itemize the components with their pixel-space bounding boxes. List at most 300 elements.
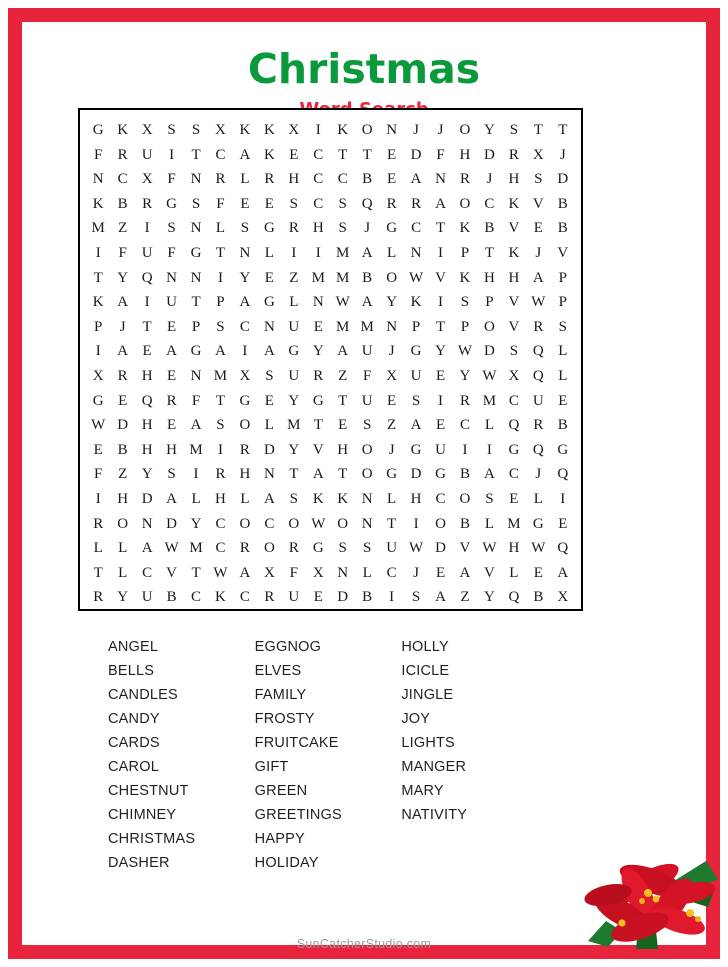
grid-cell[interactable]: Y xyxy=(190,515,202,532)
word-list-item[interactable]: ELVES xyxy=(254,663,302,679)
grid-cell[interactable]: K xyxy=(239,122,251,138)
grid-cell[interactable]: I xyxy=(169,146,175,163)
grid-cell[interactable]: X xyxy=(288,122,300,138)
grid-cell[interactable]: R xyxy=(264,171,275,188)
grid-cell[interactable]: U xyxy=(288,367,300,384)
grid-cell[interactable]: N xyxy=(190,171,202,188)
grid-cell[interactable]: G xyxy=(508,441,520,458)
grid-cell[interactable]: S xyxy=(485,490,494,507)
grid-cell[interactable]: K xyxy=(508,244,520,261)
word-list-item[interactable]: GREEN xyxy=(254,783,308,799)
grid-cell[interactable]: C xyxy=(215,146,226,163)
grid-cell[interactable]: T xyxy=(338,146,348,163)
grid-cell[interactable]: V xyxy=(508,318,520,335)
grid-cell[interactable]: G xyxy=(557,441,569,458)
grid-cell[interactable]: N xyxy=(361,515,373,532)
grid-cell[interactable]: S xyxy=(167,122,176,138)
grid-cell[interactable]: I xyxy=(315,244,321,261)
grid-cell[interactable]: W xyxy=(482,540,497,557)
grid-cell[interactable]: N xyxy=(361,490,373,507)
grid-cell[interactable]: A xyxy=(361,244,373,261)
grid-cell[interactable]: T xyxy=(484,244,494,261)
grid-cell[interactable]: I xyxy=(291,244,297,261)
grid-cell[interactable]: Y xyxy=(483,589,495,606)
grid-cell[interactable]: K xyxy=(410,294,422,311)
grid-cell[interactable]: H xyxy=(141,367,153,384)
grid-cell[interactable]: O xyxy=(337,515,349,532)
grid-cell[interactable]: O xyxy=(459,490,471,507)
grid-cell[interactable]: G xyxy=(410,441,422,458)
grid-cell[interactable]: C xyxy=(313,195,324,212)
grid-cell[interactable]: A xyxy=(141,540,153,557)
grid-cell[interactable]: U xyxy=(141,244,153,261)
grid-cell[interactable]: A xyxy=(239,146,251,163)
grid-cell[interactable]: T xyxy=(533,122,543,138)
grid-cell[interactable]: A xyxy=(239,294,251,311)
grid-cell[interactable]: G xyxy=(239,392,251,409)
grid-cell[interactable]: Y xyxy=(483,122,495,138)
grid-cell[interactable]: T xyxy=(215,244,226,261)
grid-cell[interactable]: C xyxy=(386,564,397,581)
grid-cell[interactable]: X xyxy=(557,589,569,606)
grid-cell[interactable]: A xyxy=(410,171,422,188)
grid-cell[interactable]: S xyxy=(411,392,421,409)
grid-cell[interactable]: F xyxy=(94,146,103,163)
grid-cell[interactable]: V xyxy=(483,564,495,581)
grid-cell[interactable]: S xyxy=(216,318,225,335)
grid-cell[interactable]: T xyxy=(191,564,201,581)
grid-cell[interactable]: V xyxy=(508,294,520,311)
grid-cell[interactable]: W xyxy=(482,367,497,384)
grid-cell[interactable]: H xyxy=(410,490,422,507)
grid-cell[interactable]: J xyxy=(413,564,419,581)
grid-cell[interactable]: Q xyxy=(532,441,544,458)
grid-cell[interactable]: Y xyxy=(288,441,300,458)
grid-cell[interactable]: C xyxy=(215,540,226,557)
grid-cell[interactable]: K xyxy=(459,269,471,286)
grid-cell[interactable]: G xyxy=(263,220,275,237)
grid-cell[interactable]: R xyxy=(459,171,470,188)
grid-cell[interactable]: Z xyxy=(387,417,397,434)
grid-cell[interactable]: B xyxy=(117,441,128,458)
grid-cell[interactable]: M xyxy=(360,318,374,335)
grid-cell[interactable]: S xyxy=(167,466,176,483)
word-list-item[interactable]: CARDS xyxy=(108,735,160,751)
grid-cell[interactable]: A xyxy=(532,269,544,286)
grid-cell[interactable]: A xyxy=(263,490,275,507)
word-list-item[interactable]: LIGHTS xyxy=(401,735,455,751)
grid-cell[interactable]: B xyxy=(362,171,373,188)
word-list-item[interactable]: ICICLE xyxy=(401,663,450,679)
grid-cell[interactable]: Q xyxy=(557,540,569,557)
grid-cell[interactable]: P xyxy=(460,244,470,261)
grid-cell[interactable]: B xyxy=(557,220,568,237)
grid-cell[interactable]: O xyxy=(459,195,471,212)
grid-cell[interactable]: T xyxy=(142,318,152,335)
grid-cell[interactable]: L xyxy=(289,294,299,311)
grid-cell[interactable]: N xyxy=(190,269,202,286)
grid-cell[interactable]: Z xyxy=(338,367,348,384)
grid-cell[interactable]: M xyxy=(189,441,203,458)
word-list-item[interactable]: BELLS xyxy=(108,663,155,679)
grid-cell[interactable]: E xyxy=(435,417,446,434)
grid-cell[interactable]: B xyxy=(533,589,544,606)
grid-cell[interactable]: I xyxy=(438,294,444,311)
grid-cell[interactable]: N xyxy=(190,367,202,384)
grid-cell[interactable]: S xyxy=(338,220,347,237)
grid-cell[interactable]: O xyxy=(117,515,129,532)
grid-cell[interactable]: U xyxy=(386,540,398,557)
grid-cell[interactable]: N xyxy=(92,171,104,188)
grid-cell[interactable]: O xyxy=(386,269,398,286)
grid-cell[interactable]: Q xyxy=(508,417,520,434)
grid-cell[interactable]: E xyxy=(387,146,397,163)
grid-cell[interactable]: I xyxy=(95,343,101,360)
grid-cell[interactable]: M xyxy=(482,392,497,409)
grid-cell[interactable]: R xyxy=(142,195,153,212)
word-list-item[interactable]: CANDLES xyxy=(108,687,178,703)
grid-cell[interactable]: X xyxy=(141,171,153,188)
grid-cell[interactable]: X xyxy=(141,122,153,138)
word-list-item[interactable]: GIFT xyxy=(254,759,289,775)
word-list-item[interactable]: CHESTNUT xyxy=(108,783,189,799)
grid-cell[interactable]: U xyxy=(288,318,300,335)
grid-cell[interactable]: E xyxy=(264,195,274,212)
grid-cell[interactable]: Q xyxy=(141,269,153,286)
grid-cell[interactable]: S xyxy=(191,195,201,212)
grid-cell[interactable]: S xyxy=(362,540,372,557)
grid-cell[interactable]: T xyxy=(362,146,372,163)
word-list-item[interactable]: DASHER xyxy=(108,855,170,871)
grid-cell[interactable]: A xyxy=(435,589,446,606)
grid-cell[interactable]: R xyxy=(459,392,470,409)
word-list-item[interactable]: FRUITCAKE xyxy=(254,735,339,751)
word-list-item[interactable]: CHRISTMAS xyxy=(108,831,196,847)
grid-cell[interactable]: R xyxy=(313,367,324,384)
grid-cell[interactable]: L xyxy=(509,564,519,581)
grid-cell[interactable]: Z xyxy=(118,466,128,483)
grid-cell[interactable]: R xyxy=(93,515,104,532)
grid-cell[interactable]: C xyxy=(313,171,324,188)
grid-cell[interactable]: T xyxy=(435,220,446,237)
grid-cell[interactable]: K xyxy=(508,195,520,212)
grid-cell[interactable]: T xyxy=(435,318,446,335)
grid-cell[interactable]: X xyxy=(508,367,520,384)
grid-cell[interactable]: L xyxy=(533,490,543,507)
grid-cell[interactable]: A xyxy=(190,417,202,434)
grid-cell[interactable]: O xyxy=(239,417,251,434)
grid-cell[interactable]: A xyxy=(215,343,226,360)
grid-cell[interactable]: K xyxy=(312,490,324,507)
grid-cell[interactable]: G xyxy=(92,122,104,138)
grid-cell[interactable]: C xyxy=(459,417,470,434)
grid-cell[interactable]: J xyxy=(413,122,419,138)
grid-cell[interactable]: C xyxy=(239,318,250,335)
grid-cell[interactable]: C xyxy=(117,171,128,188)
grid-cell[interactable]: S xyxy=(216,417,225,434)
grid-cell[interactable]: R xyxy=(288,540,299,557)
grid-cell[interactable]: X xyxy=(386,367,398,384)
grid-cell[interactable]: R xyxy=(239,540,250,557)
grid-cell[interactable]: J xyxy=(119,318,126,335)
grid-cell[interactable]: D xyxy=(141,490,153,507)
grid-cell[interactable]: E xyxy=(313,589,323,606)
grid-cell[interactable]: I xyxy=(217,441,223,458)
grid-cell[interactable]: Y xyxy=(288,392,300,409)
grid-cell[interactable]: L xyxy=(215,220,226,237)
grid-cell[interactable]: A xyxy=(459,564,471,581)
grid-cell[interactable]: F xyxy=(216,195,225,212)
word-list-item[interactable]: CAROL xyxy=(108,759,159,775)
grid-cell[interactable]: I xyxy=(462,441,468,458)
grid-cell[interactable]: Q xyxy=(508,589,520,606)
grid-cell[interactable]: R xyxy=(93,589,104,606)
grid-cell[interactable]: N xyxy=(410,244,422,261)
grid-cell[interactable]: H xyxy=(117,490,129,507)
grid-cell[interactable]: V xyxy=(508,220,520,237)
word-list-item[interactable]: MARY xyxy=(401,783,444,799)
word-list-item[interactable]: HAPPY xyxy=(254,831,305,847)
grid-cell[interactable]: A xyxy=(557,564,569,581)
grid-cell[interactable]: E xyxy=(264,269,274,286)
grid-cell[interactable]: R xyxy=(288,220,299,237)
grid-cell[interactable]: U xyxy=(288,589,300,606)
grid-cell[interactable]: H xyxy=(508,540,520,557)
grid-cell[interactable]: S xyxy=(509,122,519,138)
grid-cell[interactable]: E xyxy=(338,417,348,434)
grid-cell[interactable]: Y xyxy=(312,343,324,360)
grid-cell[interactable]: P xyxy=(191,318,201,335)
grid-cell[interactable]: A xyxy=(410,417,422,434)
grid-cell[interactable]: X xyxy=(239,367,251,384)
grid-cell[interactable]: J xyxy=(559,146,566,163)
grid-cell[interactable]: V xyxy=(435,269,446,286)
grid-cell[interactable]: Y xyxy=(141,466,153,483)
grid-cell[interactable]: Y xyxy=(459,367,471,384)
grid-cell[interactable]: K xyxy=(263,146,275,163)
grid-cell[interactable]: R xyxy=(215,171,226,188)
grid-cell[interactable]: F xyxy=(362,367,372,384)
grid-cell[interactable]: M xyxy=(336,318,350,335)
grid-cell[interactable]: S xyxy=(289,195,298,212)
grid-cell[interactable]: T xyxy=(93,564,103,581)
grid-cell[interactable]: E xyxy=(533,564,543,581)
grid-cell[interactable]: W xyxy=(213,564,228,581)
word-list-item[interactable]: GREETINGS xyxy=(254,807,342,823)
grid-cell[interactable]: G xyxy=(288,343,300,360)
grid-cell[interactable]: H xyxy=(337,441,349,458)
word-list-item[interactable]: NATIVITY xyxy=(401,807,468,823)
grid-cell[interactable]: J xyxy=(437,122,444,138)
word-list-item[interactable]: HOLIDAY xyxy=(254,855,319,871)
grid-cell[interactable]: G xyxy=(263,294,275,311)
grid-cell[interactable]: Y xyxy=(386,294,398,311)
grid-cell[interactable]: C xyxy=(239,589,250,606)
grid-cell[interactable]: A xyxy=(166,343,177,360)
grid-cell[interactable]: N xyxy=(263,466,275,483)
grid-cell[interactable]: U xyxy=(361,392,373,409)
grid-cell[interactable]: J xyxy=(535,466,542,483)
grid-cell[interactable]: O xyxy=(435,515,446,532)
grid-cell[interactable]: Z xyxy=(118,220,128,237)
grid-cell[interactable]: N xyxy=(263,318,275,335)
grid-cell[interactable]: A xyxy=(166,490,177,507)
grid-cell[interactable]: G xyxy=(92,392,104,409)
grid-cell[interactable]: P xyxy=(94,318,103,335)
grid-cell[interactable]: N xyxy=(166,269,177,286)
grid-cell[interactable]: T xyxy=(387,515,397,532)
grid-cell[interactable]: V xyxy=(459,540,471,557)
grid-cell[interactable]: R xyxy=(117,146,128,163)
grid-cell[interactable]: H xyxy=(215,490,226,507)
grid-cell[interactable]: S xyxy=(509,343,519,360)
word-list-item[interactable]: JINGLE xyxy=(401,687,454,703)
grid-cell[interactable]: S xyxy=(240,220,250,237)
grid-cell[interactable]: C xyxy=(142,564,153,581)
grid-cell[interactable]: S xyxy=(362,417,372,434)
grid-cell[interactable]: C xyxy=(435,490,446,507)
grid-cell[interactable]: R xyxy=(215,466,226,483)
word-list-item[interactable]: EGGNOG xyxy=(254,639,322,655)
grid-cell[interactable]: A xyxy=(239,564,251,581)
grid-cell[interactable]: Y xyxy=(117,589,129,606)
grid-cell[interactable]: L xyxy=(362,564,372,581)
grid-cell[interactable]: E xyxy=(533,220,543,237)
grid-cell[interactable]: R xyxy=(386,195,397,212)
grid-cell[interactable]: S xyxy=(411,589,421,606)
word-list-item[interactable]: HOLLY xyxy=(401,639,449,655)
grid-cell[interactable]: V xyxy=(312,441,324,458)
grid-cell[interactable]: P xyxy=(411,318,421,335)
letter-grid[interactable] xyxy=(80,110,581,609)
grid-cell[interactable]: T xyxy=(338,466,348,483)
grid-cell[interactable]: C xyxy=(264,515,275,532)
grid-cell[interactable]: D xyxy=(410,146,422,163)
grid-cell[interactable]: W xyxy=(457,343,473,360)
grid-cell[interactable]: P xyxy=(216,294,225,311)
grid-cell[interactable]: U xyxy=(166,294,177,311)
grid-cell[interactable]: I xyxy=(315,122,321,138)
grid-cell[interactable]: L xyxy=(387,244,397,261)
grid-cell[interactable]: E xyxy=(289,146,299,163)
grid-cell[interactable]: B xyxy=(362,589,373,606)
word-list-item[interactable]: ANGEL xyxy=(108,639,159,655)
grid-cell[interactable]: R xyxy=(411,195,422,212)
grid-cell[interactable]: F xyxy=(191,392,201,409)
grid-cell[interactable]: D xyxy=(117,417,129,434)
grid-cell[interactable]: H xyxy=(459,146,471,163)
grid-cell[interactable]: U xyxy=(141,146,153,163)
grid-cell[interactable]: R xyxy=(117,367,128,384)
grid-cell[interactable]: P xyxy=(485,294,494,311)
grid-cell[interactable]: S xyxy=(460,294,470,311)
grid-cell[interactable]: R xyxy=(166,392,177,409)
grid-cell[interactable]: H xyxy=(483,269,495,286)
grid-cell[interactable]: S xyxy=(534,171,543,188)
grid-cell[interactable]: K xyxy=(263,122,275,138)
grid-cell[interactable]: A xyxy=(361,294,373,311)
grid-cell[interactable]: S xyxy=(191,122,201,138)
grid-cell[interactable]: R xyxy=(533,417,544,434)
grid-cell[interactable]: O xyxy=(459,122,471,138)
grid-cell[interactable]: O xyxy=(361,122,373,138)
grid-cell[interactable]: D xyxy=(410,466,422,483)
grid-cell[interactable]: D xyxy=(337,589,349,606)
grid-cell[interactable]: H xyxy=(141,441,153,458)
grid-cell[interactable]: I xyxy=(95,490,101,507)
grid-cell[interactable]: L xyxy=(484,515,494,532)
grid-cell[interactable]: E xyxy=(435,367,446,384)
grid-cell[interactable]: W xyxy=(408,269,424,286)
grid-cell[interactable]: E xyxy=(313,318,323,335)
grid-cell[interactable]: I xyxy=(217,269,223,286)
grid-cell[interactable]: A xyxy=(337,343,349,360)
grid-cell[interactable]: X xyxy=(532,146,544,163)
grid-cell[interactable]: E xyxy=(509,490,519,507)
grid-cell[interactable]: L xyxy=(240,171,250,188)
grid-cell[interactable]: P xyxy=(558,269,567,286)
grid-cell[interactable]: L xyxy=(558,343,568,360)
grid-cell[interactable]: B xyxy=(459,466,470,483)
grid-cell[interactable]: G xyxy=(166,195,177,212)
grid-cell[interactable]: J xyxy=(535,244,542,261)
grid-cell[interactable]: T xyxy=(191,294,201,311)
grid-cell[interactable]: K xyxy=(92,294,104,311)
grid-cell[interactable]: L xyxy=(387,490,397,507)
grid-cell[interactable]: A xyxy=(117,294,129,311)
grid-cell[interactable]: D xyxy=(166,515,177,532)
grid-cell[interactable]: E xyxy=(435,564,446,581)
grid-cell[interactable]: Q xyxy=(361,195,373,212)
grid-cell[interactable]: Q xyxy=(557,466,569,483)
grid-cell[interactable]: F xyxy=(118,244,127,261)
grid-cell[interactable]: K xyxy=(117,122,129,138)
grid-cell[interactable]: U xyxy=(141,589,153,606)
grid-cell[interactable]: C xyxy=(508,466,519,483)
word-list-item[interactable]: MANGER xyxy=(401,759,467,775)
grid-cell[interactable]: G xyxy=(312,392,324,409)
grid-cell[interactable]: R xyxy=(239,441,250,458)
grid-cell[interactable]: K xyxy=(215,589,226,606)
grid-cell[interactable]: A xyxy=(312,466,324,483)
grid-cell[interactable]: O xyxy=(239,515,251,532)
grid-cell[interactable]: N xyxy=(312,294,324,311)
grid-cell[interactable]: Q xyxy=(141,392,153,409)
grid-cell[interactable]: W xyxy=(531,540,546,557)
grid-cell[interactable]: X xyxy=(215,122,226,138)
grid-cell[interactable]: H xyxy=(166,441,177,458)
grid-cell[interactable]: E xyxy=(558,515,568,532)
grid-cell[interactable]: H xyxy=(508,171,520,188)
grid-cell[interactable]: I xyxy=(486,441,492,458)
grid-cell[interactable]: D xyxy=(483,343,495,360)
grid-cell[interactable]: F xyxy=(167,171,176,188)
grid-cell[interactable]: D xyxy=(483,146,495,163)
grid-cell[interactable]: B xyxy=(557,417,568,434)
grid-cell[interactable]: M xyxy=(189,540,203,557)
word-list-item[interactable]: FAMILY xyxy=(254,687,307,703)
grid-cell[interactable]: W xyxy=(408,540,424,557)
grid-cell[interactable]: U xyxy=(532,392,544,409)
grid-cell[interactable]: A xyxy=(435,195,446,212)
grid-cell[interactable]: O xyxy=(483,318,495,335)
grid-cell[interactable]: A xyxy=(263,343,275,360)
grid-cell[interactable]: S xyxy=(338,540,347,557)
grid-cell[interactable]: H xyxy=(312,220,324,237)
grid-cell[interactable]: F xyxy=(167,244,176,261)
grid-cell[interactable]: X xyxy=(312,564,324,581)
grid-cell[interactable]: T xyxy=(558,122,568,138)
